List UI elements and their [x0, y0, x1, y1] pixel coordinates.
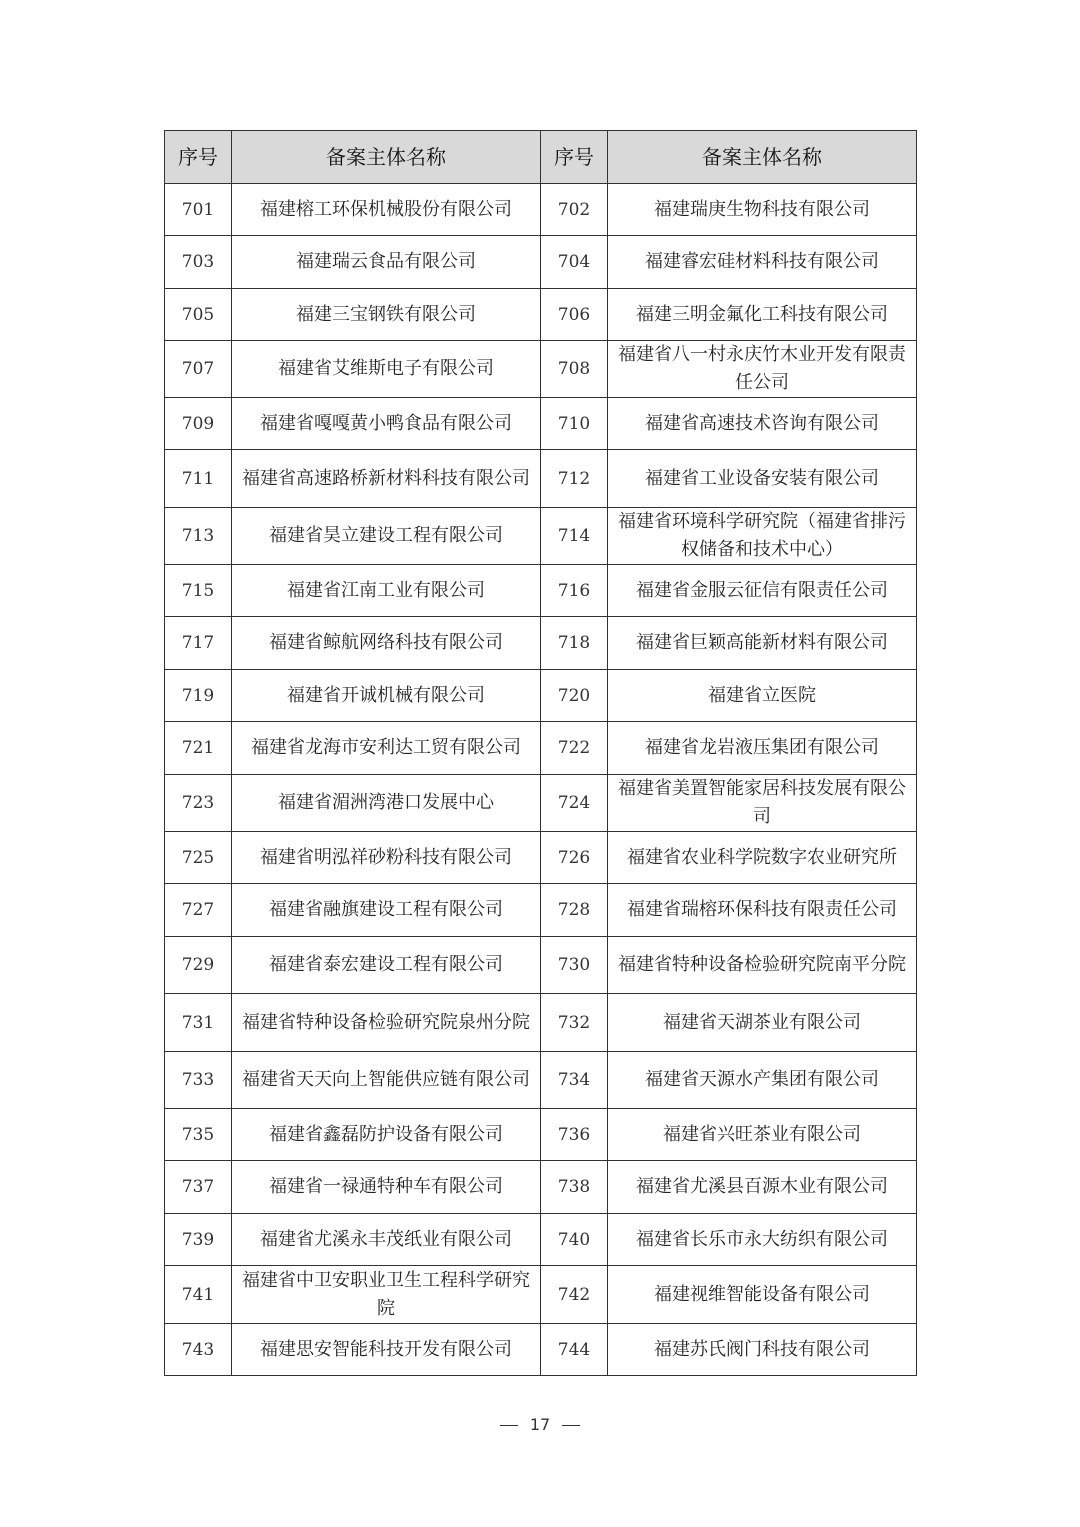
table-row [165, 1324, 917, 1376]
entity-name-cell: 福建三宝钢铁有限公司 [232, 289, 541, 341]
entity-name-cell: 福建省美置智能家居科技发展有限公司 [608, 775, 917, 832]
entity-name-cell: 福建省立医院 [608, 670, 917, 722]
entity-name-cell: 福建思安智能科技开发有限公司 [232, 1324, 541, 1376]
entity-name-cell: 福建省八一村永庆竹木业开发有限责任公司 [608, 341, 917, 398]
entity-name-cell: 福建瑞云食品有限公司 [232, 236, 541, 289]
table-row [165, 289, 917, 341]
entity-name-cell: 福建省嘎嘎黄小鸭食品有限公司 [232, 398, 541, 450]
serial-cell: 738 [541, 1161, 608, 1214]
entity-name-cell: 福建省巨颖高能新材料有限公司 [608, 617, 917, 670]
serial-cell: 721 [165, 722, 232, 775]
entity-name-cell: 福建省瑞榕环保科技有限责任公司 [608, 884, 917, 937]
serial-cell: 719 [165, 670, 232, 722]
serial-cell: 718 [541, 617, 608, 670]
serial-cell: 731 [165, 994, 232, 1052]
serial-cell: 708 [541, 341, 608, 398]
entity-name-cell: 福建视维智能设备有限公司 [608, 1266, 917, 1324]
serial-cell: 739 [165, 1214, 232, 1266]
table-row [165, 1214, 917, 1266]
entity-name-cell: 福建省天源水产集团有限公司 [608, 1052, 917, 1109]
header-name-right: 备案主体名称 [608, 131, 917, 184]
serial-cell: 740 [541, 1214, 608, 1266]
entity-name-cell: 福建省特种设备检验研究院泉州分院 [232, 994, 541, 1052]
entity-name-cell: 福建三明金氟化工科技有限公司 [608, 289, 917, 341]
entity-name-cell: 福建省工业设备安装有限公司 [608, 450, 917, 508]
entity-name-cell: 福建省开诚机械有限公司 [232, 670, 541, 722]
serial-cell: 735 [165, 1109, 232, 1161]
entity-name-cell: 福建省龙海市安利达工贸有限公司 [232, 722, 541, 775]
entity-name-cell: 福建省昊立建设工程有限公司 [232, 508, 541, 565]
serial-cell: 717 [165, 617, 232, 670]
table-row [165, 1052, 917, 1109]
serial-cell: 743 [165, 1324, 232, 1376]
table-row [165, 617, 917, 670]
entity-name-cell: 福建省明泓祥砂粉科技有限公司 [232, 832, 541, 884]
serial-cell: 713 [165, 508, 232, 565]
table-row [165, 937, 917, 994]
serial-cell: 725 [165, 832, 232, 884]
entity-name-cell: 福建省湄洲湾港口发展中心 [232, 775, 541, 832]
entity-name-cell: 福建省尤溪县百源木业有限公司 [608, 1161, 917, 1214]
serial-cell: 711 [165, 450, 232, 508]
serial-cell: 732 [541, 994, 608, 1052]
serial-cell: 705 [165, 289, 232, 341]
table-row [165, 508, 917, 565]
serial-cell: 712 [541, 450, 608, 508]
serial-cell: 706 [541, 289, 608, 341]
header-serial-right: 序号 [541, 131, 608, 184]
serial-cell: 742 [541, 1266, 608, 1324]
table-row [165, 1161, 917, 1214]
entity-name-cell: 福建省天湖茶业有限公司 [608, 994, 917, 1052]
table-body [165, 184, 917, 1376]
footer-dash-left [500, 1425, 518, 1426]
serial-cell: 730 [541, 937, 608, 994]
serial-cell: 715 [165, 565, 232, 617]
serial-cell: 728 [541, 884, 608, 937]
table-row [165, 994, 917, 1052]
page-number: 17 [529, 1415, 551, 1434]
entity-name-cell: 福建榕工环保机械股份有限公司 [232, 184, 541, 236]
entity-name-cell: 福建省环境科学研究院（福建省排污权储备和技术中心） [608, 508, 917, 565]
serial-cell: 726 [541, 832, 608, 884]
serial-cell: 737 [165, 1161, 232, 1214]
serial-cell: 709 [165, 398, 232, 450]
serial-cell: 716 [541, 565, 608, 617]
header-serial-left: 序号 [165, 131, 232, 184]
entity-name-cell: 福建省高速路桥新材料科技有限公司 [232, 450, 541, 508]
entity-name-cell: 福建省融旗建设工程有限公司 [232, 884, 541, 937]
entity-name-cell: 福建省江南工业有限公司 [232, 565, 541, 617]
serial-cell: 727 [165, 884, 232, 937]
table-row [165, 670, 917, 722]
entity-name-cell: 福建省艾维斯电子有限公司 [232, 341, 541, 398]
entity-name-cell: 福建省泰宏建设工程有限公司 [232, 937, 541, 994]
table-row [165, 1266, 917, 1324]
entity-name-cell: 福建省鲸航网络科技有限公司 [232, 617, 541, 670]
table-row [165, 722, 917, 775]
table-row [165, 775, 917, 832]
entity-name-cell: 福建瑞庚生物科技有限公司 [608, 184, 917, 236]
page-footer [0, 1415, 1080, 1434]
serial-cell: 734 [541, 1052, 608, 1109]
table-header-row [165, 131, 917, 184]
serial-cell: 701 [165, 184, 232, 236]
serial-cell: 724 [541, 775, 608, 832]
serial-cell: 714 [541, 508, 608, 565]
serial-cell: 722 [541, 722, 608, 775]
entity-name-cell: 福建省天天向上智能供应链有限公司 [232, 1052, 541, 1109]
registration-table [164, 130, 917, 1376]
entity-name-cell: 福建省长乐市永大纺织有限公司 [608, 1214, 917, 1266]
serial-cell: 704 [541, 236, 608, 289]
serial-cell: 729 [165, 937, 232, 994]
table-row [165, 565, 917, 617]
entity-name-cell: 福建睿宏硅材料科技有限公司 [608, 236, 917, 289]
table-row [165, 832, 917, 884]
table-row [165, 450, 917, 508]
table-row [165, 884, 917, 937]
serial-cell: 710 [541, 398, 608, 450]
serial-cell: 723 [165, 775, 232, 832]
entity-name-cell: 福建省金服云征信有限责任公司 [608, 565, 917, 617]
serial-cell: 741 [165, 1266, 232, 1324]
serial-cell: 703 [165, 236, 232, 289]
table-row [165, 398, 917, 450]
entity-name-cell: 福建省龙岩液压集团有限公司 [608, 722, 917, 775]
entity-name-cell: 福建省农业科学院数字农业研究所 [608, 832, 917, 884]
entity-name-cell: 福建苏氏阀门科技有限公司 [608, 1324, 917, 1376]
serial-cell: 707 [165, 341, 232, 398]
table-row [165, 184, 917, 236]
entity-name-cell: 福建省中卫安职业卫生工程科学研究院 [232, 1266, 541, 1324]
serial-cell: 702 [541, 184, 608, 236]
serial-cell: 733 [165, 1052, 232, 1109]
entity-name-cell: 福建省鑫磊防护设备有限公司 [232, 1109, 541, 1161]
entity-name-cell: 福建省特种设备检验研究院南平分院 [608, 937, 917, 994]
entity-name-cell: 福建省兴旺茶业有限公司 [608, 1109, 917, 1161]
table-row [165, 1109, 917, 1161]
serial-cell: 744 [541, 1324, 608, 1376]
serial-cell: 736 [541, 1109, 608, 1161]
entity-name-cell: 福建省尤溪永丰茂纸业有限公司 [232, 1214, 541, 1266]
header-name-left: 备案主体名称 [232, 131, 541, 184]
entity-name-cell: 福建省高速技术咨询有限公司 [608, 398, 917, 450]
serial-cell: 720 [541, 670, 608, 722]
entity-name-cell: 福建省一禄通特种车有限公司 [232, 1161, 541, 1214]
table-row [165, 341, 917, 398]
table-row [165, 236, 917, 289]
footer-dash-right [562, 1425, 580, 1426]
